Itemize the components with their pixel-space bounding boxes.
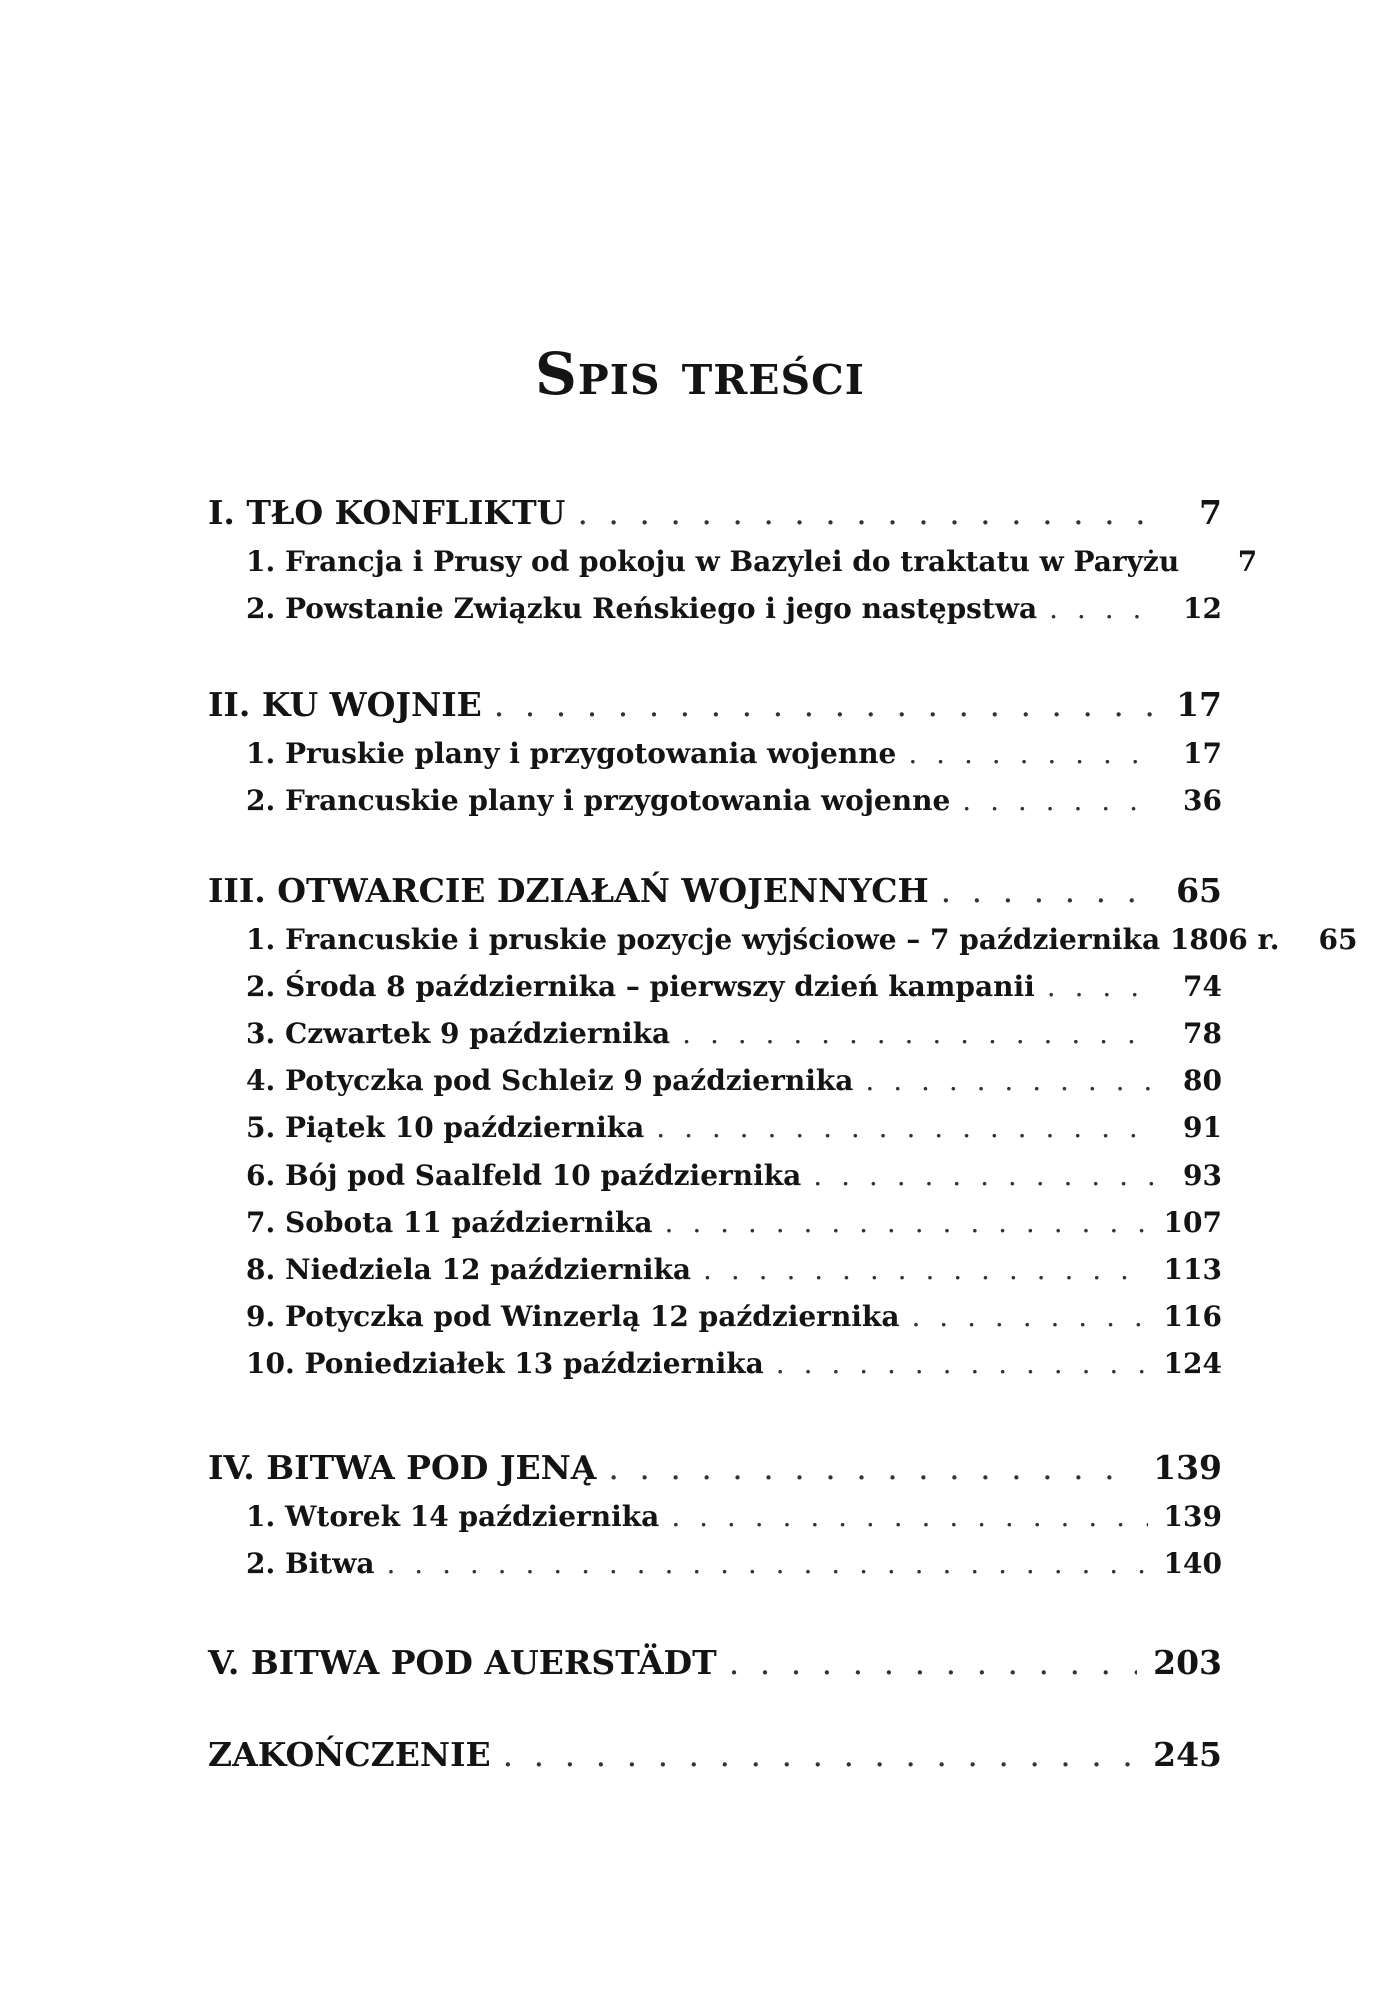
toc-page-number: 139 xyxy=(1163,1500,1222,1533)
toc-entry-title: 1. Wtorek 14 października xyxy=(246,1500,660,1533)
toc-entry-title: 2. Bitwa xyxy=(246,1547,375,1580)
toc-entry-title: ZAKOŃCZENIE xyxy=(208,1735,491,1774)
dot-leader xyxy=(386,1547,1147,1580)
toc-section xyxy=(208,970,1222,1003)
dot-leader xyxy=(503,1735,1137,1774)
toc-entry-title: III. OTWARCIE DZIAŁAŃ WOJENNYCH xyxy=(208,871,929,910)
dot-leader xyxy=(911,1300,1147,1333)
toc-entry-title: 2. Powstanie Związku Reńskiego i jego następstwa xyxy=(246,592,1038,625)
toc-page-number: 140 xyxy=(1163,1547,1222,1580)
dot-leader xyxy=(1047,970,1156,1003)
toc-section xyxy=(208,1017,1222,1050)
toc-section xyxy=(208,592,1222,625)
toc-chapter xyxy=(208,493,1222,532)
toc-page-number: 78 xyxy=(1183,1017,1222,1050)
toc-page-number: 80 xyxy=(1183,1064,1222,1097)
toc-entry-title: 2. Środa 8 października – pierwszy dzień kampanii xyxy=(246,970,1035,1003)
toc-page-number: 107 xyxy=(1163,1206,1222,1239)
toc-chapter xyxy=(208,871,1222,910)
dot-leader xyxy=(671,1500,1147,1533)
toc-page-number: 91 xyxy=(1183,1111,1222,1144)
toc-entry-title: 1. Francuskie i pruskie pozycje wyjściowe – 7 października 1806 r. xyxy=(246,923,1280,956)
dot-leader xyxy=(665,1206,1148,1239)
toc-section xyxy=(208,737,1222,770)
toc-section xyxy=(208,545,1258,578)
dot-leader xyxy=(962,784,1156,817)
toc-chapter xyxy=(208,1448,1222,1487)
toc-entry-title: V. BITWA POD AUERSTÄDT xyxy=(208,1643,717,1682)
toc-section xyxy=(208,1159,1222,1192)
toc-chapter xyxy=(208,1735,1222,1774)
toc-chapter xyxy=(208,1643,1222,1682)
page-title: Spis treści xyxy=(535,340,865,408)
toc-page-number: 124 xyxy=(1163,1347,1222,1380)
toc-page-number: 245 xyxy=(1153,1735,1222,1774)
toc-section xyxy=(208,784,1222,817)
dot-leader xyxy=(813,1159,1156,1192)
toc-page-number: 7 xyxy=(1199,493,1222,532)
toc-page-number: 93 xyxy=(1183,1159,1222,1192)
toc-page-number: 36 xyxy=(1183,784,1222,817)
dot-leader xyxy=(494,685,1156,724)
toc-entry-title: 10. Poniedziałek 13 października xyxy=(246,1347,764,1380)
toc-page-number: 65 xyxy=(1318,923,1358,956)
dot-leader xyxy=(682,1017,1156,1050)
toc-page-number: 7 xyxy=(1237,545,1258,578)
toc-entry-title: 4. Potyczka pod Schleiz 9 października xyxy=(246,1064,854,1097)
dot-leader xyxy=(1049,592,1156,625)
toc-entry-title: 1. Pruskie plany i przygotowania wojenne xyxy=(246,737,897,770)
toc-page-number: 17 xyxy=(1183,737,1222,770)
toc-entry-title: 2. Francuskie plany i przygotowania wojenne xyxy=(246,784,951,817)
toc-entry-title: I. TŁO KONFLIKTU xyxy=(208,493,566,532)
dot-leader xyxy=(577,493,1156,532)
toc-section xyxy=(208,923,1358,956)
toc-page-number: 74 xyxy=(1183,970,1222,1003)
toc-section xyxy=(208,1111,1222,1144)
toc-page-number: 116 xyxy=(1163,1300,1222,1333)
toc-chapter xyxy=(208,685,1222,724)
dot-leader xyxy=(656,1111,1156,1144)
toc-section xyxy=(208,1300,1222,1333)
toc-entry-title: 5. Piątek 10 października xyxy=(246,1111,645,1144)
toc-page-number: 17 xyxy=(1176,685,1222,724)
toc-entry-title: 8. Niedziela 12 października xyxy=(246,1253,692,1286)
toc-page-number: 12 xyxy=(1183,592,1222,625)
toc-entry-title: 7. Sobota 11 października xyxy=(246,1206,653,1239)
toc-section xyxy=(208,1347,1222,1380)
dot-leader xyxy=(941,871,1156,910)
dot-leader xyxy=(703,1253,1148,1286)
dot-leader xyxy=(865,1064,1156,1097)
toc-page-number: 203 xyxy=(1153,1643,1222,1682)
toc-entry-title: 1. Francja i Prusy od pokoju w Bazylei do traktatu w Paryżu xyxy=(246,545,1180,578)
toc-section xyxy=(208,1064,1222,1097)
toc-entry-title: 9. Potyczka pod Winzerlą 12 października xyxy=(246,1300,900,1333)
dot-leader xyxy=(729,1643,1137,1682)
toc-entry-title: 3. Czwartek 9 października xyxy=(246,1017,671,1050)
toc-page-number: 139 xyxy=(1153,1448,1222,1487)
dot-leader xyxy=(908,737,1156,770)
toc-section xyxy=(208,1500,1222,1533)
toc-page-number: 113 xyxy=(1163,1253,1222,1286)
toc-entry-title: 6. Bój pod Saalfeld 10 października xyxy=(246,1159,802,1192)
toc-section xyxy=(208,1253,1222,1286)
dot-leader xyxy=(776,1347,1148,1380)
toc-entry-title: IV. BITWA POD JENĄ xyxy=(208,1448,597,1487)
dot-leader xyxy=(608,1448,1137,1487)
toc-section xyxy=(208,1206,1222,1239)
toc-entry-title: II. KU WOJNIE xyxy=(208,685,482,724)
toc-section xyxy=(208,1547,1222,1580)
toc-page-number: 65 xyxy=(1176,871,1222,910)
